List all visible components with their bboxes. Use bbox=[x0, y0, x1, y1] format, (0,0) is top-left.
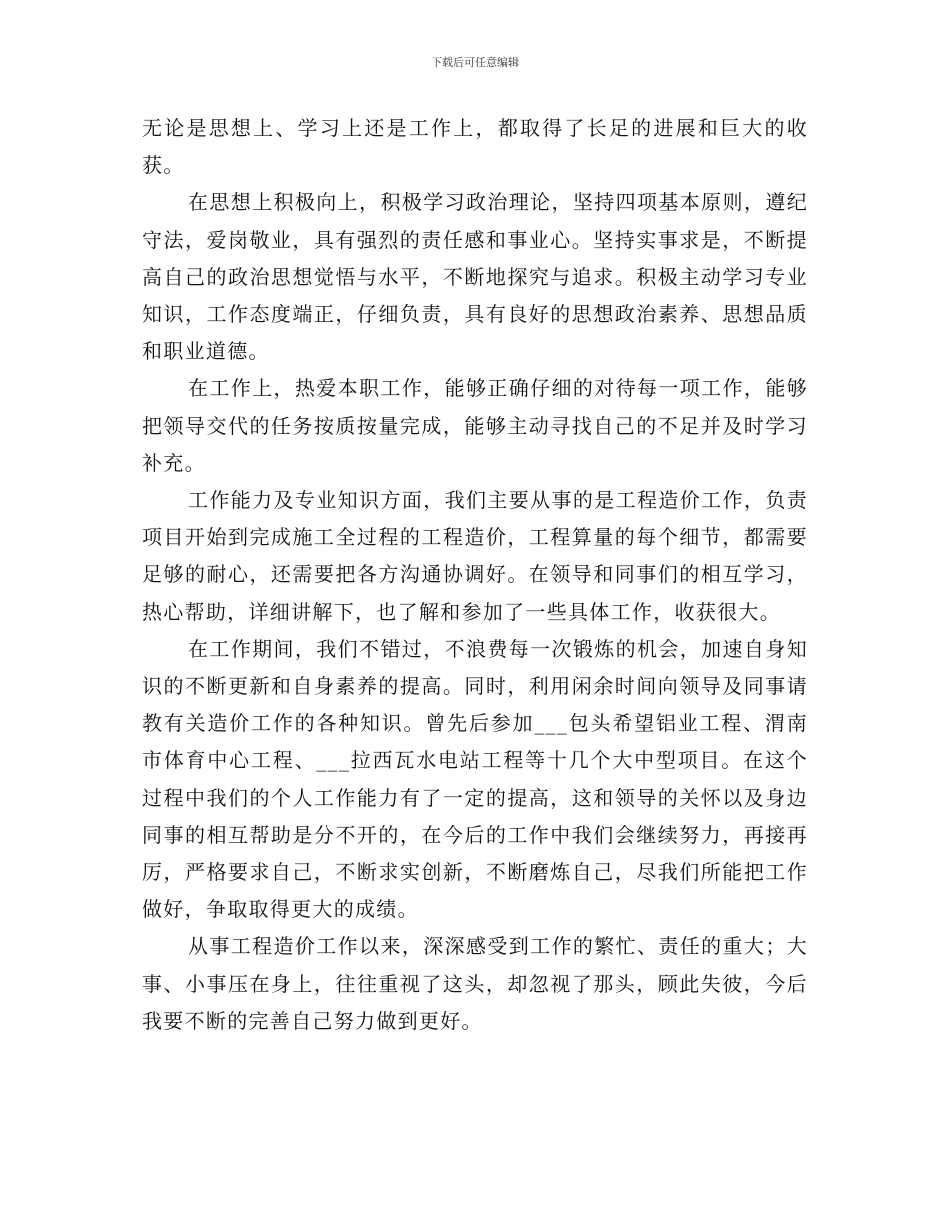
document-body bbox=[142, 110, 808, 1040]
page-header: 下载后可任意编辑 bbox=[431, 56, 519, 69]
paragraph-5: 在工作期间，我们不错过，不浪费每一次锻炼的机会，加速自身知识的不断更新和自身素养的提高。同时，利用闲余时间向领导及同事请教有关造价工作的各种知识。曾先后参加___包头希望铝业工程、渭南市体育中心工程、___拉西瓦水电站工程等十几个大中型项目。在这个过程中我们的个人工作能力有了一定的提高，这和领导的关怀以及身边同事的相互帮助是分不开的，在今后的工作中我们会继续努力，再接再厉，严格要求自己，不断求实创新，不断磨炼自己，尽我们所能把工作做好，争取取得更大的成绩。 bbox=[142, 636, 808, 922]
paragraph-4: 工作能力及专业知识方面，我们主要从事的是工程造价工作，负责项目开始到完成施工全过程的工程造价，工程算量的每个细节，都需要足够的耐心，还需要把各方沟通协调好。在领导和同事们的相互学习，热心帮助，详细讲解下，也了解和参加了一些具体工作，收获很大。 bbox=[142, 488, 808, 624]
paragraph-3: 在工作上，热爱本职工作，能够正确仔细的对待每一项工作，能够把领导交代的任务按质按量完成，能够主动寻找自己的不足并及时学习补充。 bbox=[142, 376, 808, 475]
paragraph-2: 在思想上积极向上，积极学习政治理论，坚持四项基本原则，遵纪守法，爱岗敬业，具有强烈的责任感和事业心。坚持实事求是，不断提高自己的政治思想觉悟与水平，不断地探究与追求。积极主动学习专业知识，工作态度端正，仔细负责，具有良好的思想政治素养、思想品质和职业道德。 bbox=[142, 190, 808, 364]
paragraph-6: 从事工程造价工作以来，深深感受到工作的繁忙、责任的重大；大事、小事压在身上，往往重视了这头，却忽视了那头，顾此失彼，今后我要不断的完善自己努力做到更好。 bbox=[142, 934, 808, 1033]
paragraph-1: 无论是思想上、学习上还是工作上，都取得了长足的进展和巨大的收获。 bbox=[142, 116, 808, 178]
